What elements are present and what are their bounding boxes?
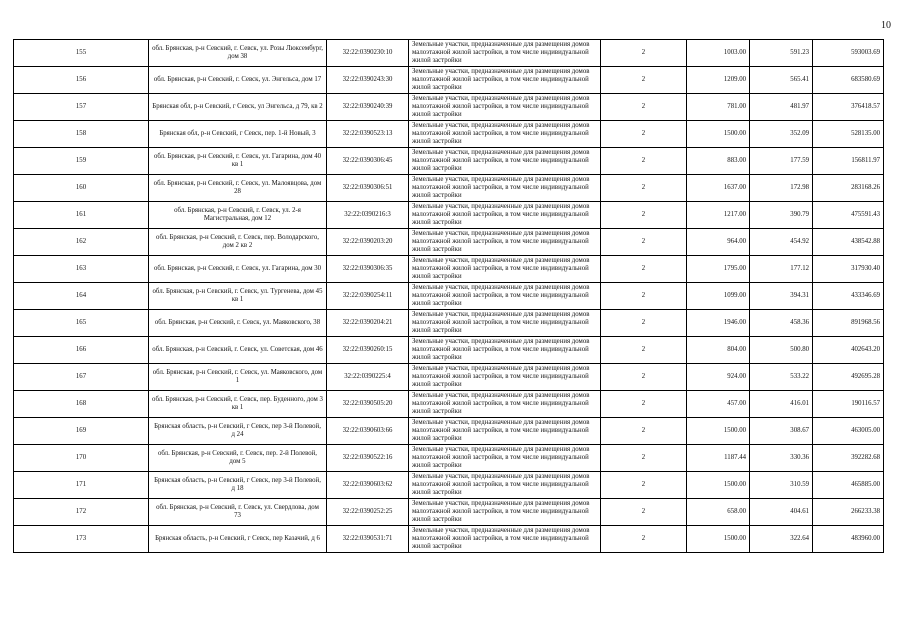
address-cell: Брянская обл, р-н Севский, г Севск, пер. 1-й Новый, 3: [149, 121, 327, 148]
row-number-cell: 161: [14, 202, 149, 229]
cadastral-number-cell: 32:22:0390225:4: [327, 364, 409, 391]
land-use-cell: Земельные участки, предназначенные для размещения домов малоэтажной жилой застройки, в том числе индивидуальной жилой застройки: [409, 364, 601, 391]
cadastral-value-cell: 528135.00: [813, 121, 884, 148]
address-cell: Брянская область, р-н Севский, г Севск, пер 3-й Полевой, д 24: [149, 418, 327, 445]
cadastral-value-cell: 156811.97: [813, 148, 884, 175]
land-use-cell: Земельные участки, предназначенные для размещения домов малоэтажной жилой застройки, в том числе индивидуальной жилой застройки: [409, 391, 601, 418]
category-cell: 2: [601, 418, 687, 445]
cadastral-value-cell: 683580.69: [813, 67, 884, 94]
category-cell: 2: [601, 337, 687, 364]
category-cell: 2: [601, 202, 687, 229]
rate-cell: 308.67: [750, 418, 813, 445]
category-cell: 2: [601, 391, 687, 418]
table-row: [14, 499, 884, 526]
cadastral-number-cell: 32:22:0390243:30: [327, 67, 409, 94]
table-row: [14, 67, 884, 94]
area-cell: 658.00: [687, 499, 750, 526]
land-parcel-table: [13, 39, 884, 553]
cadastral-value-cell: 283168.26: [813, 175, 884, 202]
rate-cell: 394.31: [750, 283, 813, 310]
cadastral-number-cell: 32:22:0390306:45: [327, 148, 409, 175]
row-number-cell: 156: [14, 67, 149, 94]
category-cell: 2: [601, 148, 687, 175]
cadastral-number-cell: 32:22:0390603:66: [327, 418, 409, 445]
row-number-cell: 162: [14, 229, 149, 256]
row-number-cell: 173: [14, 526, 149, 553]
land-use-cell: Земельные участки, предназначенные для размещения домов малоэтажной жилой застройки, в том числе индивидуальной жилой застройки: [409, 229, 601, 256]
table-row: [14, 283, 884, 310]
category-cell: 2: [601, 94, 687, 121]
table-row: [14, 445, 884, 472]
land-use-cell: Земельные участки, предназначенные для размещения домов малоэтажной жилой застройки, в том числе индивидуальной жилой застройки: [409, 310, 601, 337]
category-cell: 2: [601, 256, 687, 283]
land-use-cell: Земельные участки, предназначенные для размещения домов малоэтажной жилой застройки, в том числе индивидуальной жилой застройки: [409, 256, 601, 283]
land-use-cell: Земельные участки, предназначенные для размещения домов малоэтажной жилой застройки, в том числе индивидуальной жилой застройки: [409, 445, 601, 472]
cadastral-number-cell: 32:22:0390230:10: [327, 40, 409, 67]
cadastral-number-cell: 32:22:0390603:62: [327, 472, 409, 499]
table-body: [14, 40, 884, 553]
address-cell: Брянская обл, р-н Севский, г Севск, ул Энгельса, д 79, кв 2: [149, 94, 327, 121]
category-cell: 2: [601, 67, 687, 94]
rate-cell: 458.36: [750, 310, 813, 337]
cadastral-number-cell: 32:22:0390254:11: [327, 283, 409, 310]
table-row: [14, 175, 884, 202]
row-number-cell: 169: [14, 418, 149, 445]
rate-cell: 322.64: [750, 526, 813, 553]
cadastral-number-cell: 32:22:0390505:20: [327, 391, 409, 418]
table-row: [14, 526, 884, 553]
category-cell: 2: [601, 499, 687, 526]
rate-cell: 454.92: [750, 229, 813, 256]
area-cell: 781.00: [687, 94, 750, 121]
table-row: [14, 337, 884, 364]
cadastral-value-cell: 190116.57: [813, 391, 884, 418]
land-use-cell: Земельные участки, предназначенные для размещения домов малоэтажной жилой застройки, в том числе индивидуальной жилой застройки: [409, 526, 601, 553]
address-cell: обл. Брянская, р-н Севский, г. Севск, пер. 2-й Полевой, дом 5: [149, 445, 327, 472]
cadastral-number-cell: 32:22:0390204:21: [327, 310, 409, 337]
rate-cell: 352.09: [750, 121, 813, 148]
address-cell: Брянская область, р-н Севский, г Севск, пер 3-й Полевой, д 18: [149, 472, 327, 499]
cadastral-value-cell: 891968.56: [813, 310, 884, 337]
row-number-cell: 155: [14, 40, 149, 67]
rate-cell: 565.41: [750, 67, 813, 94]
land-use-cell: Земельные участки, предназначенные для размещения домов малоэтажной жилой застройки, в том числе индивидуальной жилой застройки: [409, 337, 601, 364]
row-number-cell: 165: [14, 310, 149, 337]
area-cell: 1209.00: [687, 67, 750, 94]
address-cell: обл. Брянская, р-н Севский, г. Севск, ул. Гагарина, дом 40 кв 1: [149, 148, 327, 175]
cadastral-number-cell: 32:22:0390531:71: [327, 526, 409, 553]
cadastral-value-cell: 266233.38: [813, 499, 884, 526]
cadastral-value-cell: 438542.88: [813, 229, 884, 256]
table-row: [14, 391, 884, 418]
address-cell: обл. Брянская, р-н Севский, г. Севск, ул. Энгельса, дом 17: [149, 67, 327, 94]
cadastral-value-cell: 402643.20: [813, 337, 884, 364]
address-cell: обл. Брянская, р-н Севский, г. Севск, ул. Маяковского, дом 1: [149, 364, 327, 391]
cadastral-number-cell: 32:22:0390252:25: [327, 499, 409, 526]
address-cell: обл. Брянская, р-н Севский, г. Севск, ул. Тургенева, дом 45 кв 1: [149, 283, 327, 310]
area-cell: 964.00: [687, 229, 750, 256]
area-cell: 1500.00: [687, 121, 750, 148]
address-cell: обл. Брянская, р-н Севский, г. Севск, ул. Розы Люксембург, дом 38: [149, 40, 327, 67]
address-cell: обл. Брянская, р-н Севский, г. Севск, ул. Гагарина, дом 30: [149, 256, 327, 283]
table-row: [14, 472, 884, 499]
land-use-cell: Земельные участки, предназначенные для размещения домов малоэтажной жилой застройки, в том числе индивидуальной жилой застройки: [409, 202, 601, 229]
row-number-cell: 160: [14, 175, 149, 202]
category-cell: 2: [601, 472, 687, 499]
address-cell: обл. Брянская, р-н Севский, г. Севск, ул. Свердлова, дом 73: [149, 499, 327, 526]
row-number-cell: 170: [14, 445, 149, 472]
land-use-cell: Земельные участки, предназначенные для размещения домов малоэтажной жилой застройки, в том числе индивидуальной жилой застройки: [409, 148, 601, 175]
table-row: [14, 94, 884, 121]
rate-cell: 310.59: [750, 472, 813, 499]
category-cell: 2: [601, 283, 687, 310]
area-cell: 1795.00: [687, 256, 750, 283]
row-number-cell: 164: [14, 283, 149, 310]
address-cell: обл. Брянская, р-н Севский, г. Севск, пер. Володарского, дом 2 кв 2: [149, 229, 327, 256]
row-number-cell: 157: [14, 94, 149, 121]
cadastral-value-cell: 376418.57: [813, 94, 884, 121]
cadastral-value-cell: 463005.00: [813, 418, 884, 445]
category-cell: 2: [601, 526, 687, 553]
row-number-cell: 168: [14, 391, 149, 418]
category-cell: 2: [601, 364, 687, 391]
rate-cell: 591.23: [750, 40, 813, 67]
address-cell: Брянская область, р-н Севский, г Севск, пер Казачий, д 6: [149, 526, 327, 553]
area-cell: 1187.44: [687, 445, 750, 472]
rate-cell: 481.97: [750, 94, 813, 121]
table-row: [14, 310, 884, 337]
area-cell: 1946.00: [687, 310, 750, 337]
table-row: [14, 40, 884, 67]
area-cell: 1500.00: [687, 526, 750, 553]
land-use-cell: Земельные участки, предназначенные для размещения домов малоэтажной жилой застройки, в том числе индивидуальной жилой застройки: [409, 283, 601, 310]
category-cell: 2: [601, 40, 687, 67]
rate-cell: 177.59: [750, 148, 813, 175]
rate-cell: 416.01: [750, 391, 813, 418]
cadastral-value-cell: 392282.68: [813, 445, 884, 472]
land-use-cell: Земельные участки, предназначенные для размещения домов малоэтажной жилой застройки, в том числе индивидуальной жилой застройки: [409, 121, 601, 148]
area-cell: 804.00: [687, 337, 750, 364]
cadastral-number-cell: 32:22:0390306:51: [327, 175, 409, 202]
category-cell: 2: [601, 310, 687, 337]
cadastral-number-cell: 32:22:0390240:39: [327, 94, 409, 121]
cadastral-number-cell: 32:22:0390523:13: [327, 121, 409, 148]
land-use-cell: Земельные участки, предназначенные для размещения домов малоэтажной жилой застройки, в том числе индивидуальной жилой застройки: [409, 499, 601, 526]
category-cell: 2: [601, 229, 687, 256]
address-cell: обл. Брянская, р-н Севский, г. Севск, ул. Маяковского, 38: [149, 310, 327, 337]
category-cell: 2: [601, 175, 687, 202]
cadastral-value-cell: 492695.28: [813, 364, 884, 391]
area-cell: 883.00: [687, 148, 750, 175]
rate-cell: 533.22: [750, 364, 813, 391]
address-cell: обл. Брянская, р-н Севский, г. Севск, ул. 2-я Магистральная, дом 12: [149, 202, 327, 229]
row-number-cell: 171: [14, 472, 149, 499]
row-number-cell: 166: [14, 337, 149, 364]
area-cell: 1500.00: [687, 472, 750, 499]
category-cell: 2: [601, 121, 687, 148]
land-use-cell: Земельные участки, предназначенные для размещения домов малоэтажной жилой застройки, в том числе индивидуальной жилой застройки: [409, 472, 601, 499]
address-cell: обл. Брянская, р-н Севский, г. Севск, ул. Советская, дом 46: [149, 337, 327, 364]
table-row: [14, 229, 884, 256]
land-use-cell: Земельные участки, предназначенные для размещения домов малоэтажной жилой застройки, в том числе индивидуальной жилой застройки: [409, 94, 601, 121]
cadastral-value-cell: 483960.00: [813, 526, 884, 553]
area-cell: 1217.00: [687, 202, 750, 229]
table-row: [14, 364, 884, 391]
address-cell: обл. Брянская, р-н Севский, г. Севск, пер. Буденного, дом 3 кв 1: [149, 391, 327, 418]
table-row: [14, 148, 884, 175]
cadastral-value-cell: 317930.40: [813, 256, 884, 283]
cadastral-value-cell: 475591.43: [813, 202, 884, 229]
area-cell: 457.00: [687, 391, 750, 418]
row-number-cell: 172: [14, 499, 149, 526]
cadastral-number-cell: 32:22:0390260:15: [327, 337, 409, 364]
cadastral-value-cell: 593003.69: [813, 40, 884, 67]
row-number-cell: 159: [14, 148, 149, 175]
row-number-cell: 167: [14, 364, 149, 391]
cadastral-number-cell: 32:22:0390203:20: [327, 229, 409, 256]
area-cell: 1099.00: [687, 283, 750, 310]
address-cell: обл. Брянская, р-н Севский, г. Севск, ул. Малоявцова, дом 28: [149, 175, 327, 202]
category-cell: 2: [601, 445, 687, 472]
cadastral-number-cell: 32:22:0390306:35: [327, 256, 409, 283]
rate-cell: 172.98: [750, 175, 813, 202]
page-number: 10: [881, 20, 891, 31]
row-number-cell: 158: [14, 121, 149, 148]
land-use-cell: Земельные участки, предназначенные для размещения домов малоэтажной жилой застройки, в том числе индивидуальной жилой застройки: [409, 67, 601, 94]
rate-cell: 177.12: [750, 256, 813, 283]
area-cell: 924.00: [687, 364, 750, 391]
cadastral-value-cell: 433346.69: [813, 283, 884, 310]
rate-cell: 390.79: [750, 202, 813, 229]
rate-cell: 500.80: [750, 337, 813, 364]
area-cell: 1637.00: [687, 175, 750, 202]
table-row: [14, 418, 884, 445]
row-number-cell: 163: [14, 256, 149, 283]
cadastral-value-cell: 465885.00: [813, 472, 884, 499]
cadastral-number-cell: 32:22:0390522:16: [327, 445, 409, 472]
rate-cell: 404.61: [750, 499, 813, 526]
land-use-cell: Земельные участки, предназначенные для размещения домов малоэтажной жилой застройки, в том числе индивидуальной жилой застройки: [409, 40, 601, 67]
table-row: [14, 202, 884, 229]
cadastral-number-cell: 32:22:0390216:3: [327, 202, 409, 229]
table-row: [14, 121, 884, 148]
area-cell: 1500.00: [687, 418, 750, 445]
land-use-cell: Земельные участки, предназначенные для размещения домов малоэтажной жилой застройки, в том числе индивидуальной жилой застройки: [409, 175, 601, 202]
area-cell: 1003.00: [687, 40, 750, 67]
table-row: [14, 256, 884, 283]
land-use-cell: Земельные участки, предназначенные для размещения домов малоэтажной жилой застройки, в том числе индивидуальной жилой застройки: [409, 418, 601, 445]
rate-cell: 330.36: [750, 445, 813, 472]
